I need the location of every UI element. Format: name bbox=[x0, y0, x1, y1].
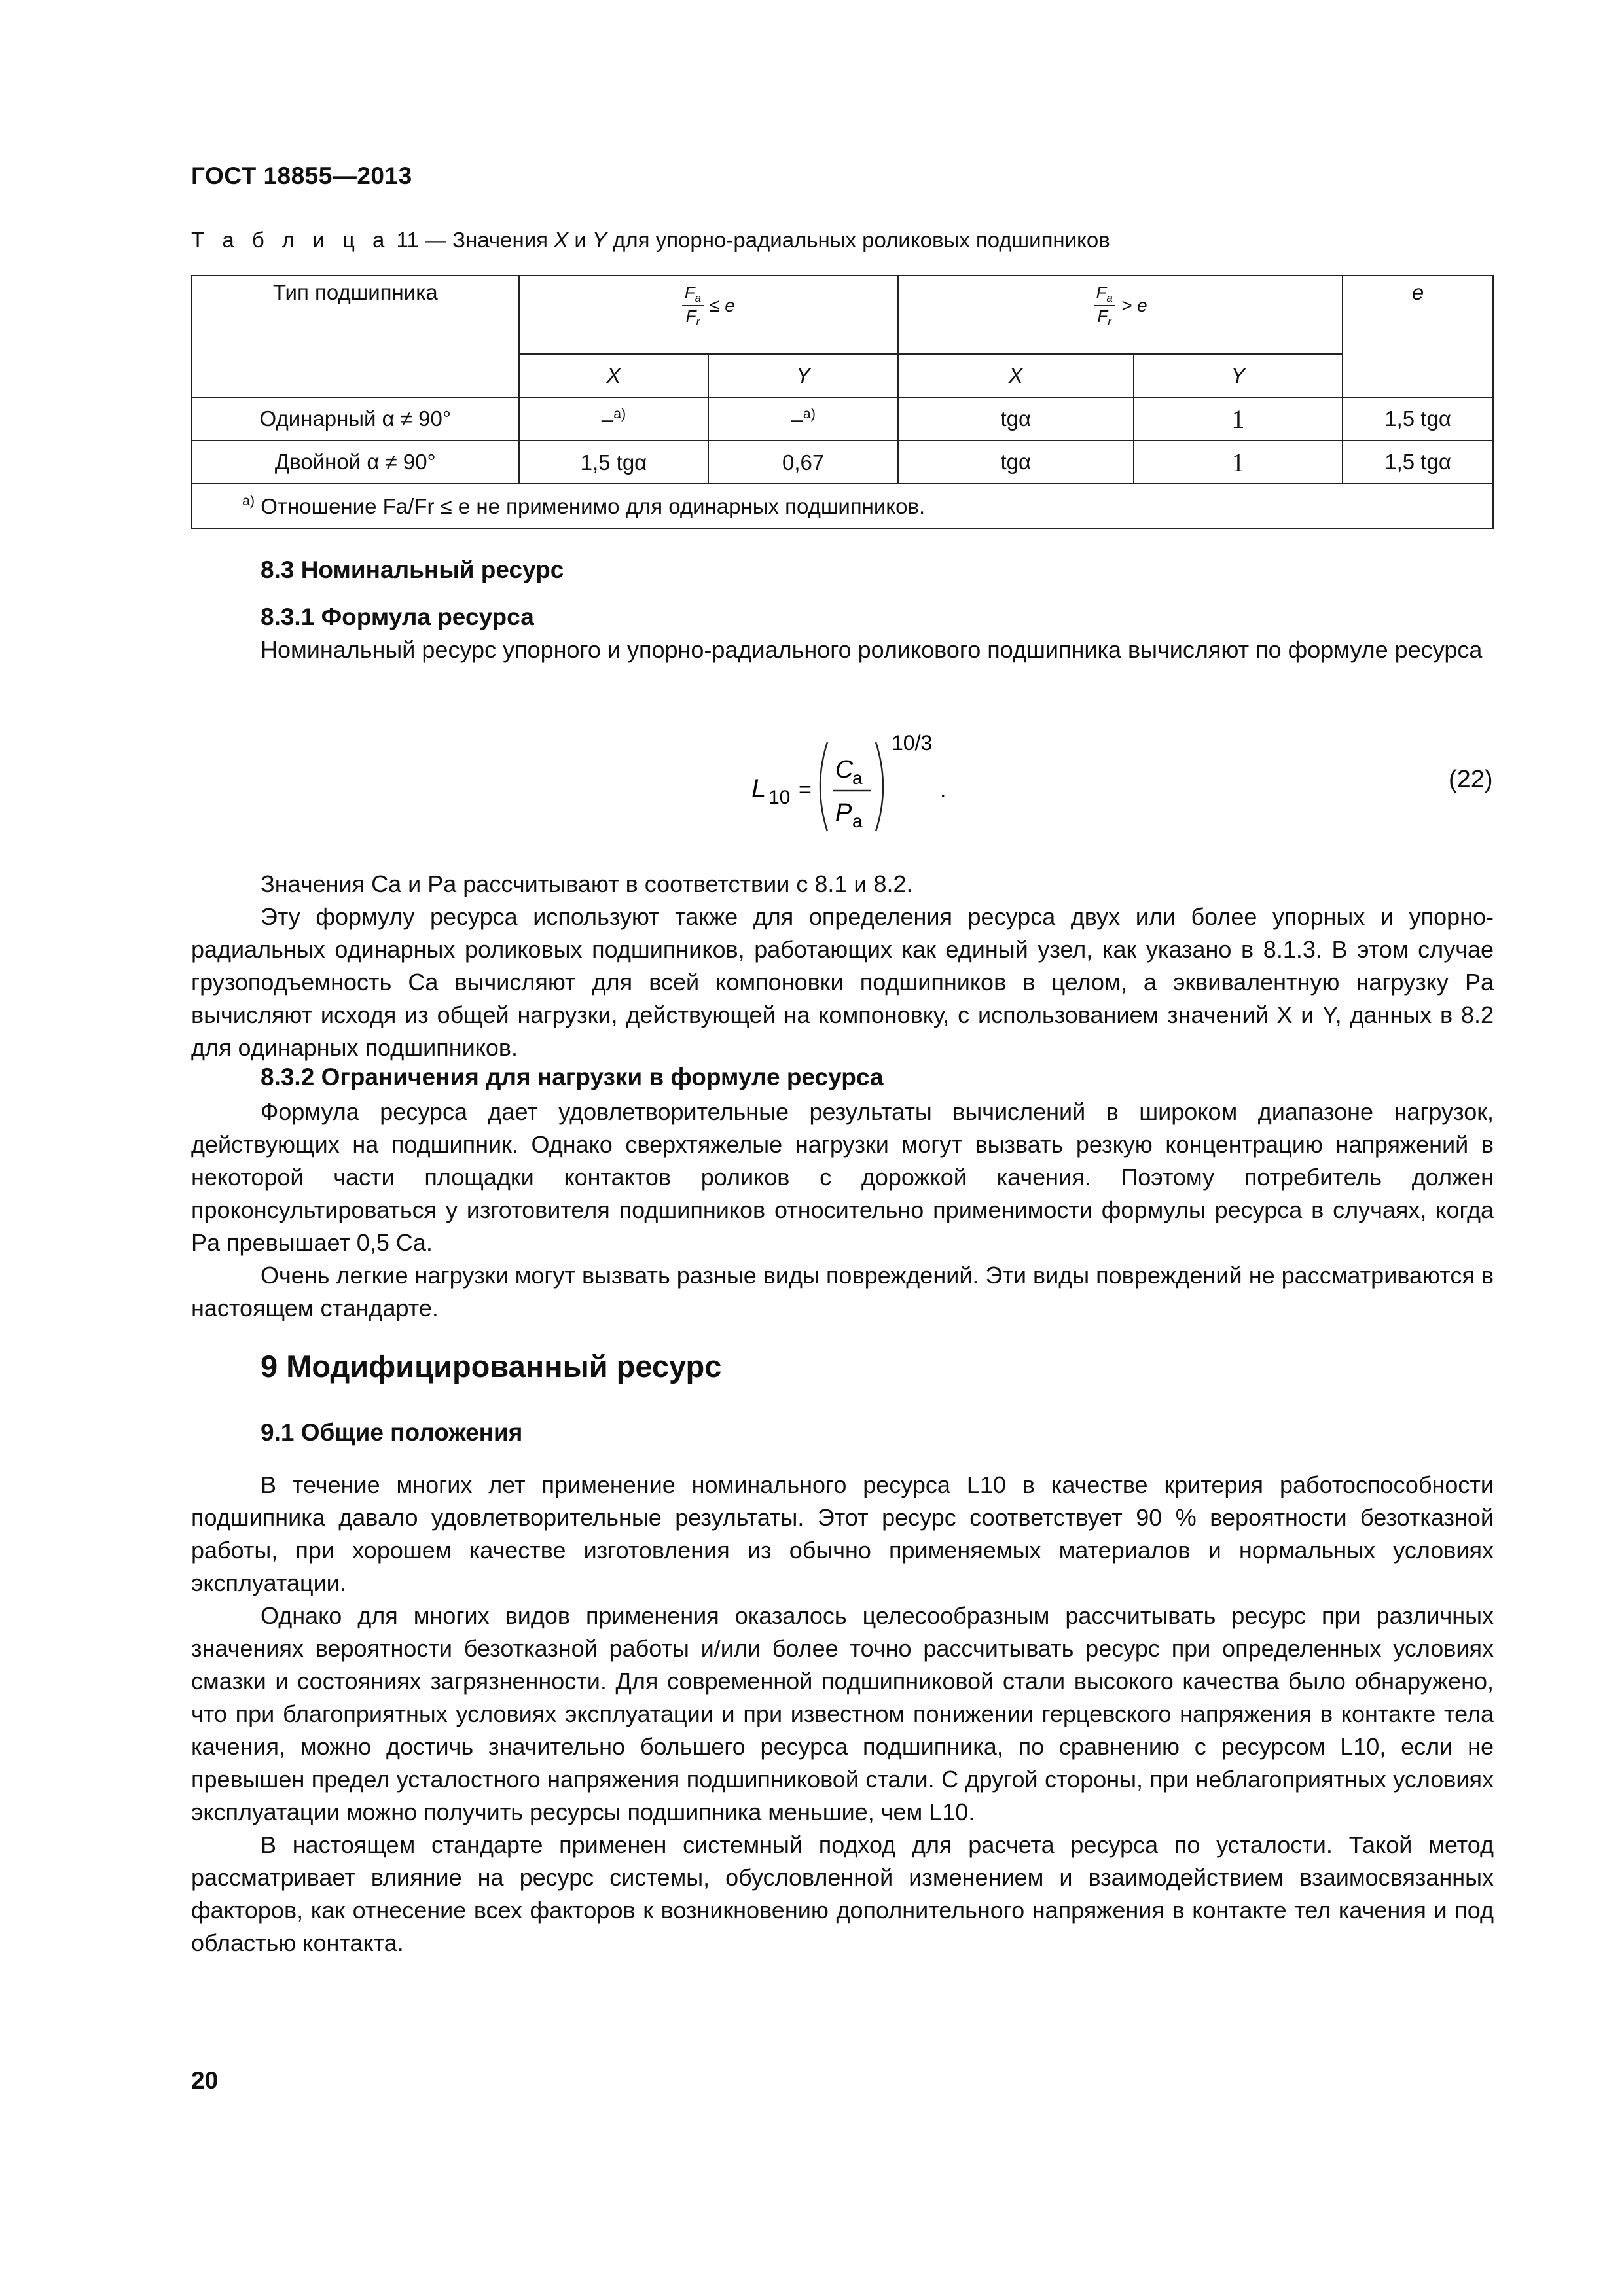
header-bearing-type: Тип подшипника bbox=[192, 276, 519, 397]
table-footnote: $^{а)}$ Отношение Fa/Fr ≤ e не применимо для одинарных подшипников. bbox=[192, 484, 1493, 528]
header-condition-gt: $\frac{F_a}{F_r}$ > e bbox=[898, 276, 1343, 354]
ratio-fraction: $\frac{F_a}{F_r}$ bbox=[682, 283, 704, 329]
cell-x1: 1,5 tgα bbox=[519, 440, 709, 484]
cell-e: 1,5 tgα bbox=[1343, 397, 1493, 440]
cell-type: Двойной α ≠ 90° bbox=[192, 440, 519, 484]
cell-y2: 1 bbox=[1134, 440, 1343, 484]
cell-x2: tgα bbox=[898, 440, 1134, 484]
section-8-3-1-heading: 8.3.1 Формула ресурса bbox=[261, 603, 534, 630]
equation-number: (22) bbox=[1449, 766, 1493, 793]
formula-lhs: L bbox=[751, 774, 767, 803]
table-caption-and: и bbox=[574, 228, 586, 252]
formula-numerator-sub: a bbox=[852, 768, 863, 788]
right-parenthesis bbox=[876, 742, 883, 831]
ratio-fraction: $\frac{F_a}{F_r}$ bbox=[1094, 283, 1115, 329]
section-9-heading: 9 Модифицированный ресурс bbox=[261, 1349, 722, 1384]
table-caption-x: X bbox=[554, 228, 569, 252]
table-header-row bbox=[192, 276, 1493, 354]
header-e: e bbox=[1343, 276, 1493, 397]
cell-x2: tgα bbox=[898, 397, 1134, 440]
table-row bbox=[192, 397, 1493, 440]
cell-type: Одинарный α ≠ 90° bbox=[192, 397, 519, 440]
table-caption-number: 11 — Значения bbox=[396, 228, 548, 252]
paragraph-9-1: В течение многих лет применение номинального ресурса L10 в качестве критерия работоспособности подшипника давало удовлетворительные результаты. Этот ресурс соответствует 90 % вероятности безотказной работы, при хорошем качестве изготовления из обычно применяемых материалов и нормальных условиях эксплуатации. Однако для многих видов применения оказалось целесообразным рассчитывать ресурс при различных значениях вероятности безотказной работы и/или более точно рассчитывать ресурс при определенных условиях смазки и состояниях загрязненности. Для современной подшипниковой стали высокого качества было обнаружено, что при благоприятных условиях эксплуатации и при известном понижении герцевского напряжения в контакте тела качения, можно достичь значительно большего ресурса подшипника, по сравнению с ресурсом L10, если не превышен предел усталостного напряжения подшипниковой стали. С другой стороны, при неблагоприятных условиях эксплуатации можно получить ресурсы подшипника меньшие, чем L10. В настоящем стандарте применен системный подход для расчета ресурса по усталости. Такой метод рассматривает влияние на ресурс системы, обусловленной изменением и взаимодействием взаимосвязанных факторов, как отнесение всех факторов к возникновению дополнительного напряжения в контакте тел качения и под областью контакта. bbox=[191, 1471, 1494, 1956]
table-row bbox=[192, 440, 1493, 484]
left-parenthesis bbox=[820, 742, 827, 831]
table-caption-rest: для упорно-радиальных роликовых подшипников bbox=[613, 228, 1110, 252]
formula-exponent: 10/3 bbox=[892, 731, 933, 755]
section-9-1-heading: 9.1 Общие положения bbox=[261, 1419, 523, 1446]
formula-equals: = bbox=[799, 778, 812, 802]
page-number: 20 bbox=[191, 2067, 219, 2094]
cell-e: 1,5 tgα bbox=[1343, 440, 1493, 484]
formula-denominator-sub: a bbox=[852, 811, 863, 831]
cell-y2: 1 bbox=[1134, 397, 1343, 440]
cell-x1: –$^{а)}$ bbox=[519, 397, 709, 440]
paragraph-8-3-1: Номинальный ресурс упорного и упорно-радиального роликового подшипника вычисляют по формуле ресурса bbox=[261, 636, 1483, 663]
formula-graphic bbox=[746, 728, 969, 839]
subheader-x2: X bbox=[898, 354, 1134, 397]
table-caption-y: Y bbox=[592, 228, 607, 252]
formula-lhs-sub: 10 bbox=[768, 787, 791, 808]
subheader-y2: Y bbox=[1134, 354, 1343, 397]
xy-values-table bbox=[191, 275, 1494, 529]
formula-period: . bbox=[940, 778, 947, 802]
document-id: ГОСТ 18855—2013 bbox=[191, 162, 412, 189]
life-formula bbox=[746, 728, 969, 839]
subheader-x1: X bbox=[519, 354, 709, 397]
table-caption bbox=[191, 228, 1110, 253]
cell-y1: 0,67 bbox=[708, 440, 898, 484]
paragraph-8-3-1-body: Значения Ca и Pa рассчитывают в соответствии с 8.1 и 8.2. Эту формулу ресурса используют также для определения ресурса двух или более упорных и упорно-радиальных одинарных роликовых подшипников, работающих как единый узел, как указано в 8.1.3. В этом случае грузоподъемность Ca вычисляют для всей компоновки подшипников в целом, а эквивалентную нагрузку Pa вычисляют исходя из общей нагрузки, действующей на компоновку, с использованием значений X и Y, данных в 8.2 для одинарных подшипников. bbox=[191, 870, 1494, 1061]
table-note-row bbox=[192, 484, 1493, 528]
table-caption-word: Т а б л и ц а bbox=[191, 228, 391, 252]
subheader-y1: Y bbox=[708, 354, 898, 397]
header-condition-le: $\frac{F_a}{F_r}$ ≤ e bbox=[519, 276, 898, 354]
section-8-3-heading: 8.3 Номинальный ресурс bbox=[261, 556, 564, 583]
section-8-3-2-heading: 8.3.2 Ограничения для нагрузки в формуле ресурса bbox=[261, 1064, 884, 1090]
paragraph-8-3-2: Формула ресурса дает удовлетворительные результаты вычислений в широком диапазоне нагрузок, действующих на подшипник. Однако сверхтяжелые нагрузки могут вызвать резкую концентрацию напряжений в некоторой части площадки контактов роликов с дорожкой качения. Поэтому потребитель должен проконсультироваться у изготовителя подшипников относительно применимости формулы ресурса в случаях, когда Pa превышает 0,5 Ca. Очень легкие нагрузки могут вызвать разные виды повреждений. Эти виды повреждений не рассматриваются в настоящем стандарте. bbox=[191, 1098, 1494, 1321]
formula-numerator: C bbox=[835, 756, 854, 783]
cell-y1: –$^{а)}$ bbox=[708, 397, 898, 440]
formula-denominator: P bbox=[835, 799, 852, 827]
